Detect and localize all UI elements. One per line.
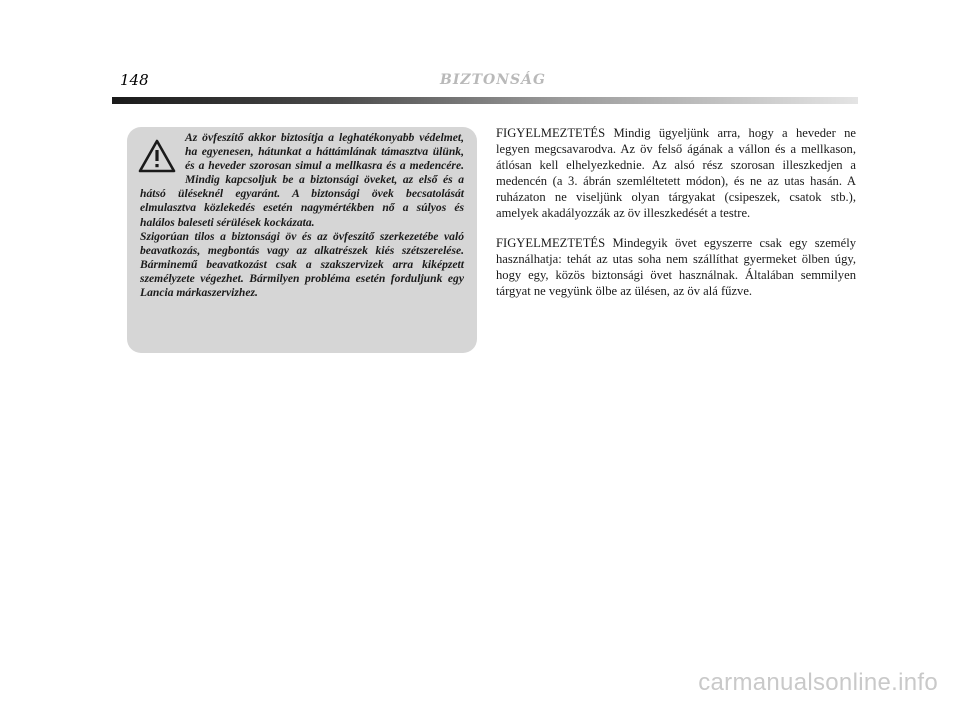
watermark: carmanualsonline.info [698,669,938,696]
body-text-column [496,125,856,312]
warning-paragraph: Az övfeszítő akkor biztosítja a leghatékonyabb védelmet, ha egyenesen, hátunkat a háttámlának támasztva ülünk, és a heveder szorosan simul a mellkasra és a medencére. Mindig kapcsoljuk be a biztonsági öveket, az első és a hátsó üléseknél egyaránt. A biztonsági övek becsatolását elmulasztva közlekedés esetén nagymértékben nő a súlyos és halálos baleseti sérülések kockázata. [140,131,464,229]
body-paragraph: FIGYELMEZTETÉS Mindegyik övet egyszerre csak egy személy használhatja: tehát az utas soha nem szállíthat gyermeket ölben úgy, hogy egy, közös biztonsági övet használnak. Általában semmilyen tárgyat ne vegyünk ölbe az ülésen, az öv alá fűzve. [496,235,856,298]
header-rule [112,97,858,104]
body-paragraph: FIGYELMEZTETÉS Mindig ügyeljünk arra, hogy a heveder ne legyen megcsavarodva. Az öv felső ágának a vállon és a mellkason, átlósan kell elhelyezkednie. Az alsó rész szorosan illeszkedjen a medencén (a 3. ábrán szemléltetett módon), és ne az utas hasán. A ruházaton ne viseljünk olyan tárgyakat (csipeszek, csatok stb.), amelyek akadályozzák az öv illeszkedését a testre. [496,126,856,221]
warning-text [140,131,464,300]
section-title: BIZTONSÁG [440,72,546,88]
page-number: 148 [120,71,149,89]
warning-paragraph: Szigorúan tilos a biztonsági öv és az övfeszítő szerkezetébe való beavatkozás, megbontás vagy az alkatrészek kiés szétszerelése. Bárminemű beavatkozást csak a szakszervizek arra kiképzett személyzete végezhet. Bármilyen probléma esetén forduljunk egy Lancia márkaszervizhez. [140,229,464,300]
